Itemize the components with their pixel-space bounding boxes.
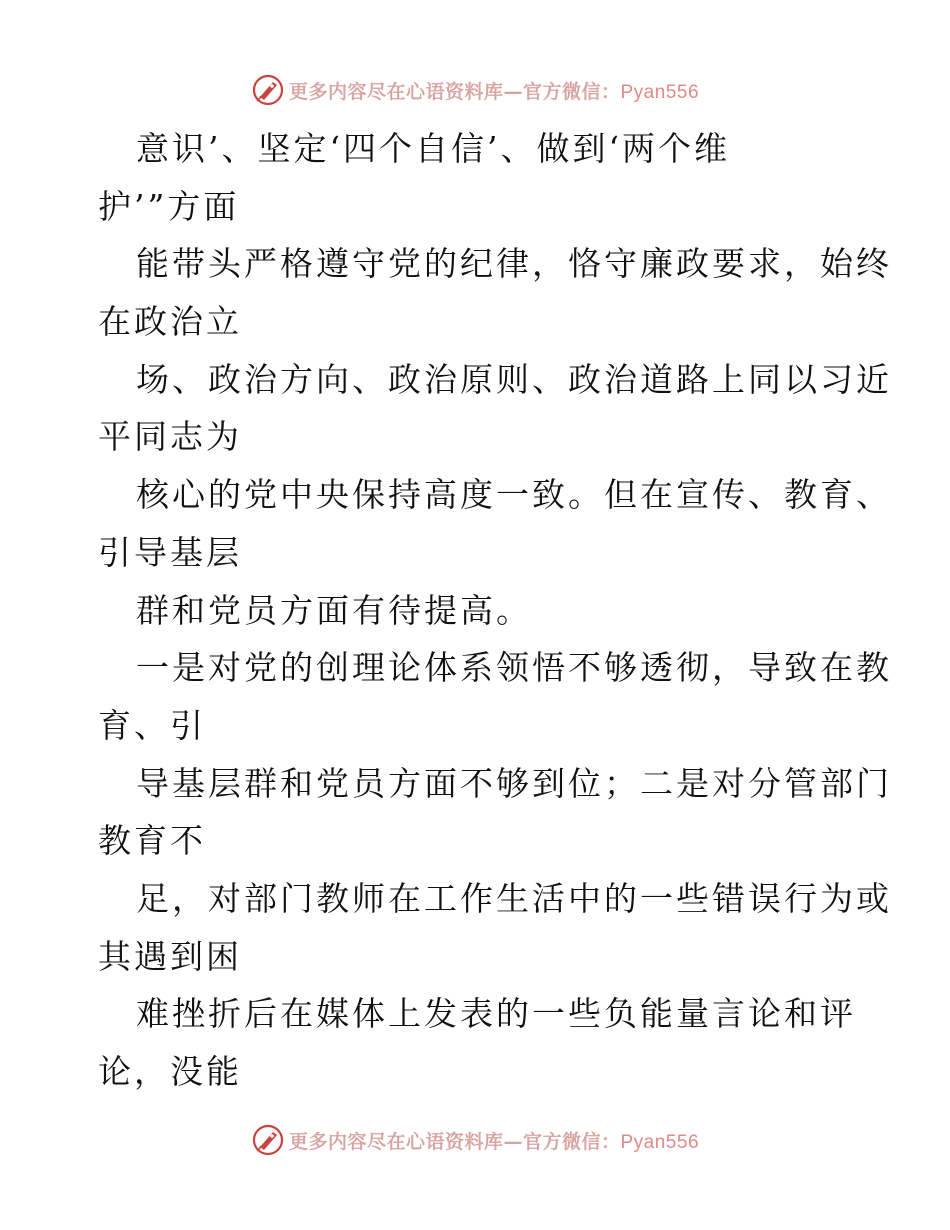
text-line: 引导基层: [98, 532, 242, 572]
text-line: 育、引: [98, 705, 206, 745]
header-wechat-id: Pyan556: [620, 81, 700, 103]
text-line: 难挫折后在媒体上发表的一些负能量言论和评: [136, 994, 856, 1034]
text-line: 足，对部门教师在工作生活中的一些错误行为或: [136, 878, 892, 918]
text-line: 在政治立: [98, 302, 242, 342]
body-text: [98, 120, 892, 1101]
text-line: 一是对党的创理论体系领悟不够透彻，导致在教: [136, 648, 892, 688]
text-line: 平同志为: [98, 417, 242, 457]
text-line: 导基层群和党员方面不够到位；二是对分管部门: [136, 763, 892, 803]
text-line: 教育不: [98, 821, 206, 861]
text-line: 意识’、坚定‘四个自信’、做到‘两个维: [136, 129, 730, 168]
footer-watermark-text: 更多内容尽在心语资料库—官方微信：Pyan556: [288, 1130, 700, 1153]
text-line: 能带头严格遵守党的纪律，恪守廉政要求，始终: [136, 244, 892, 284]
footer-watermark: [0, 1120, 950, 1160]
text-line: 群和党员方面有待提高。: [136, 590, 532, 630]
text-line: 场、政治方向、政治原则、政治道路上同以习近: [136, 359, 892, 399]
header-watermark: [0, 70, 950, 110]
footer-wechat-id: Pyan556: [620, 1131, 700, 1153]
text-line: 其遇到困: [98, 936, 242, 976]
pen-nib-logo-icon: [251, 73, 285, 107]
text-line: 护’”方面: [98, 186, 240, 226]
text-line: 论，没能: [98, 1052, 242, 1091]
header-watermark-text: 更多内容尽在心语资料库—官方微信：Pyan556: [288, 80, 700, 103]
pen-nib-logo-icon: [251, 1123, 285, 1157]
text-line: 核心的党中央保持高度一致。但在宣传、教育、: [136, 475, 892, 515]
